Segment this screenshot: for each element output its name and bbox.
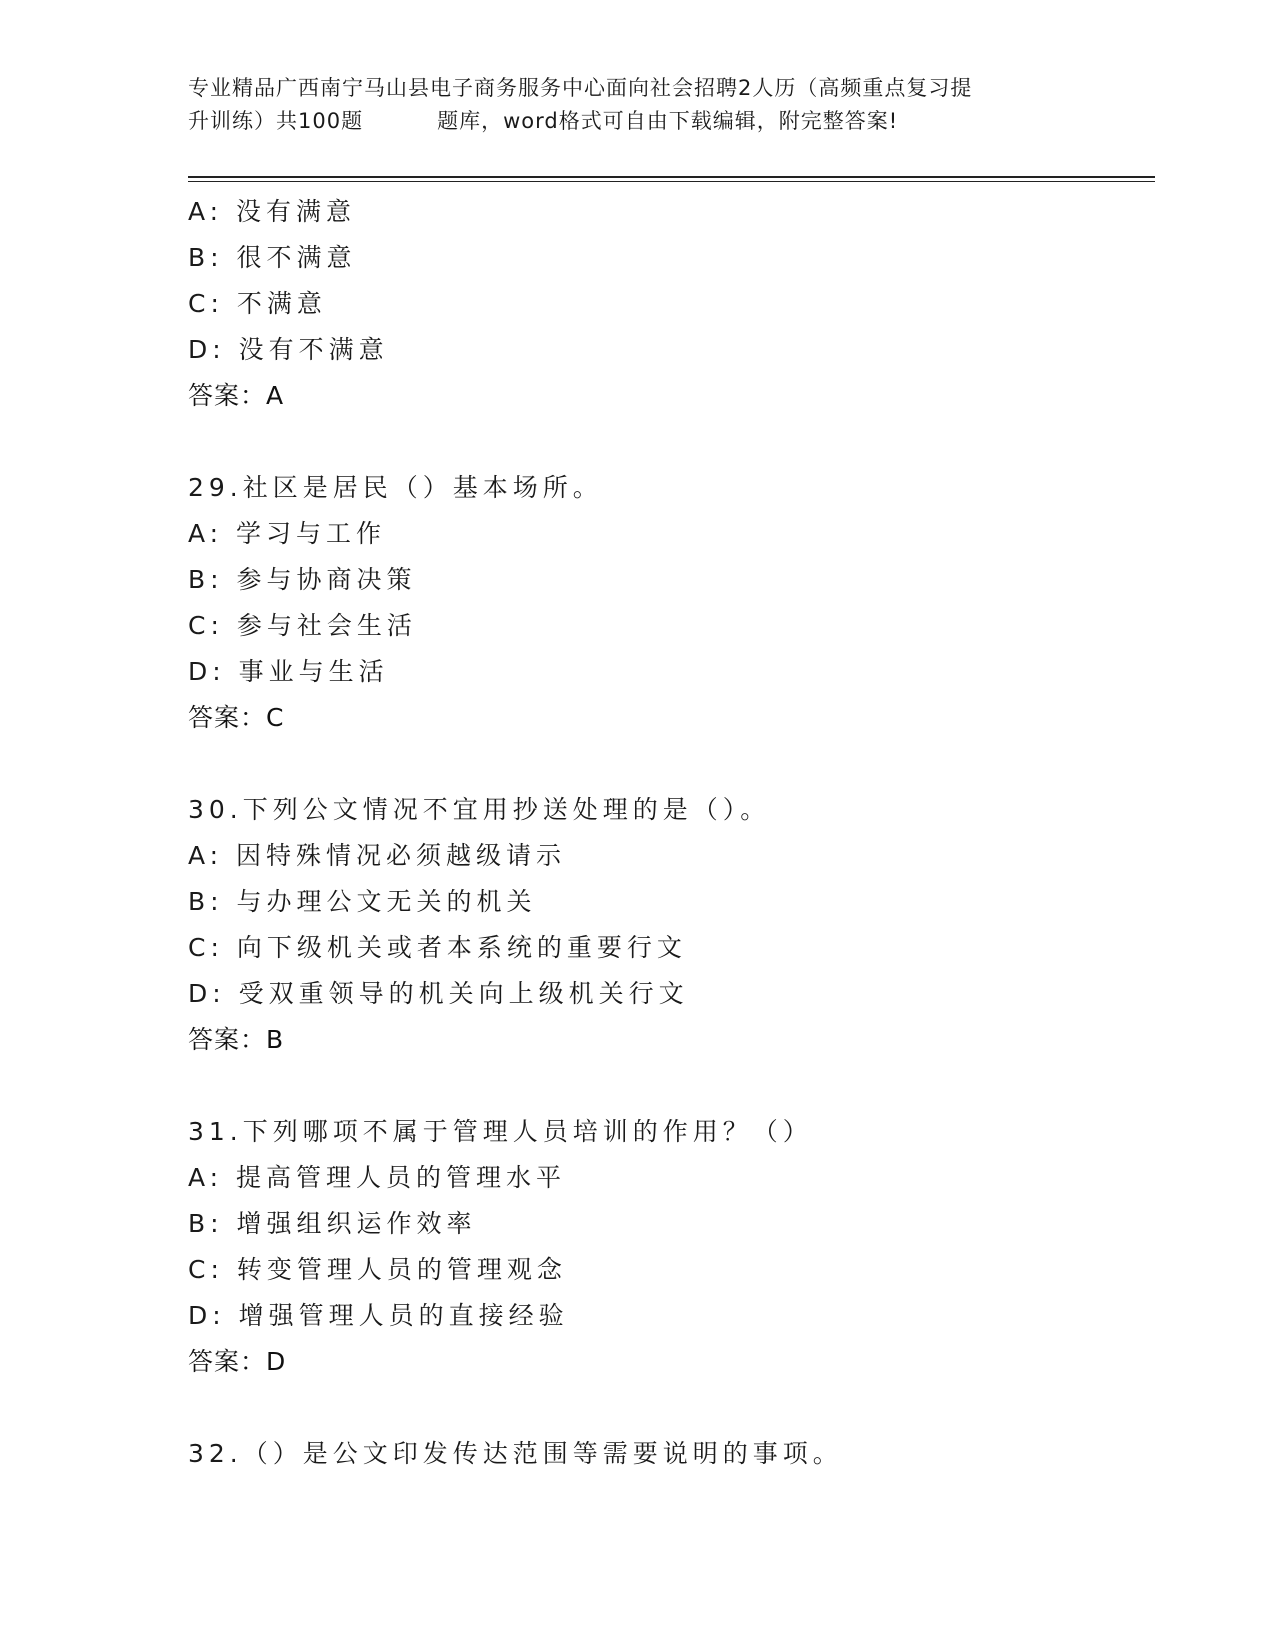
question-block-30: [188, 787, 1128, 1063]
option-d: D: 事业与生活: [188, 657, 389, 686]
option-a: A: 没有满意: [188, 197, 357, 226]
header-title-part-a: 升训练）共100题: [188, 109, 364, 133]
question-stem: 29.社区是居民（）基本场所。: [188, 473, 603, 502]
question-block-28: [188, 189, 1128, 419]
question-block-31: [188, 1109, 1128, 1385]
header-divider-thick: [188, 176, 1155, 178]
option-b: B: 与办理公文无关的机关: [188, 887, 537, 916]
option-c: C: 参与社会生活: [188, 611, 417, 640]
question-stem: 31.下列哪项不属于管理人员培训的作用？（）: [188, 1117, 813, 1146]
option-b: B: 很不满意: [188, 243, 357, 272]
option-a: A: 提高管理人员的管理水平: [188, 1163, 567, 1192]
header-title-line-1: 专业精品广西南宁马山县电子商务服务中心面向社会招聘2人历（高频重点复习提: [188, 76, 973, 100]
document-header: [188, 72, 1088, 138]
option-d: D: 受双重领导的机关向上级机关行文: [188, 979, 689, 1008]
question-list: [188, 189, 1128, 1477]
option-a: A: 学习与工作: [188, 519, 387, 548]
option-d: D: 增强管理人员的直接经验: [188, 1301, 569, 1330]
question-stem: 30.下列公文情况不宜用抄送处理的是（）。: [188, 795, 771, 824]
option-c: C: 转变管理人员的管理观念: [188, 1255, 567, 1284]
option-b: B: 参与协商决策: [188, 565, 417, 594]
option-d: D: 没有不满意: [188, 335, 389, 364]
option-b: B: 增强组织运作效率: [188, 1209, 477, 1238]
option-c: C: 不满意: [188, 289, 327, 318]
answer-line: 答案：B: [188, 1025, 285, 1054]
header-title-line-2: [188, 105, 1088, 138]
question-block-32: [188, 1431, 1128, 1477]
question-block-29: [188, 465, 1128, 741]
answer-line: 答案：D: [188, 1347, 287, 1376]
answer-line: 答案：C: [188, 703, 285, 732]
header-title-part-b: 题库，word格式可自由下载编辑，附完整答案!: [437, 109, 899, 133]
option-a: A: 因特殊情况必须越级请示: [188, 841, 567, 870]
question-stem: 32.（）是公文印发传达范围等需要说明的事项。: [188, 1439, 843, 1468]
option-c: C: 向下级机关或者本系统的重要行文: [188, 933, 687, 962]
header-divider-thin: [188, 181, 1155, 182]
answer-line: 答案：A: [188, 381, 285, 410]
